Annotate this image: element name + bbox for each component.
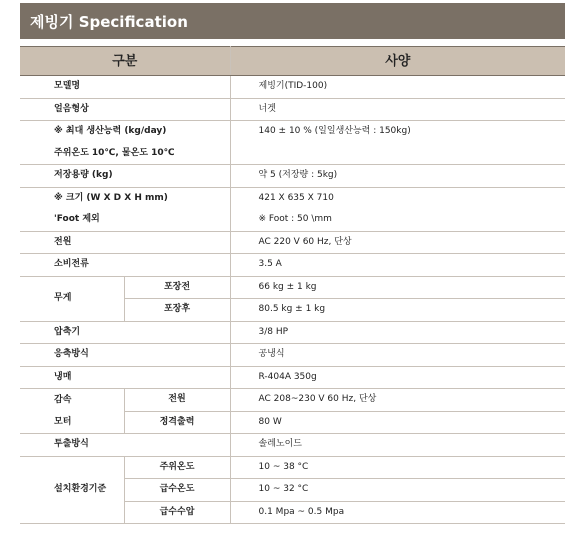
- row-label: 무게: [20, 276, 124, 321]
- table-row: [20, 276, 565, 299]
- header-spec: 사양: [230, 47, 565, 76]
- table-header-row: [20, 47, 565, 76]
- table-row: [20, 187, 565, 209]
- table-row: [20, 254, 565, 277]
- table-row: [20, 411, 565, 434]
- row-label: 응축방식: [20, 344, 230, 367]
- row-value: 너겟: [230, 98, 565, 121]
- row-value-sub: ※ Foot : 50 \mm: [230, 209, 565, 231]
- row-value: 140 ± 10 % (일일생산능력 : 150kg): [230, 121, 565, 165]
- row-value: 3.5 A: [230, 254, 565, 277]
- table-row: [20, 98, 565, 121]
- row-label: 감속: [20, 389, 124, 412]
- spec-table: [20, 46, 565, 524]
- row-sublabel: 급수수압: [124, 501, 230, 524]
- row-value: 0.1 Mpa ~ 0.5 Mpa: [230, 501, 565, 524]
- row-sublabel: 정격출력: [124, 411, 230, 434]
- row-value: 제빙기(TID-100): [230, 76, 565, 99]
- row-sublabel: 전원: [124, 389, 230, 412]
- row-label: 저장용량 (kg): [20, 165, 230, 188]
- row-sublabel: 포장후: [124, 299, 230, 322]
- row-label-sub: 주위온도 10℃, 물온도 10℃: [20, 143, 230, 165]
- row-value: 80 W: [230, 411, 565, 434]
- row-value: 약 5 (저장량 : 5kg): [230, 165, 565, 188]
- row-value: AC 208~230 V 60 Hz, 단상: [230, 389, 565, 412]
- row-label: 모델명: [20, 76, 230, 99]
- table-row: [20, 76, 565, 99]
- row-label: 전원: [20, 231, 230, 254]
- table-row: [20, 165, 565, 188]
- row-label-sub: 'Foot 제외: [20, 209, 230, 231]
- row-label: 압축기: [20, 321, 230, 344]
- row-label: 소비전류: [20, 254, 230, 277]
- row-label: 투출방식: [20, 434, 230, 457]
- table-row: [20, 121, 565, 143]
- row-label: 설치환경기준: [20, 456, 124, 524]
- row-value: 공냉식: [230, 344, 565, 367]
- row-label: 냉매: [20, 366, 230, 389]
- row-label: 모터: [20, 411, 124, 434]
- row-value: 10 ~ 32 °C: [230, 479, 565, 502]
- row-label: ※ 크기 (W X D X H mm): [20, 187, 230, 209]
- row-value: AC 220 V 60 Hz, 단상: [230, 231, 565, 254]
- table-row: [20, 231, 565, 254]
- row-value: 솔레노이드: [230, 434, 565, 457]
- row-value: 80.5 kg ± 1 kg: [230, 299, 565, 322]
- table-row: [20, 456, 565, 479]
- row-label: 얼음형상: [20, 98, 230, 121]
- table-row: [20, 366, 565, 389]
- row-value: 10 ~ 38 °C: [230, 456, 565, 479]
- row-sublabel: 주위온도: [124, 456, 230, 479]
- row-sublabel: 포장전: [124, 276, 230, 299]
- header-category: 구분: [20, 47, 230, 76]
- row-value: R-404A 350g: [230, 366, 565, 389]
- row-value: 66 kg ± 1 kg: [230, 276, 565, 299]
- row-value: 3/8 HP: [230, 321, 565, 344]
- row-sublabel: 급수온도: [124, 479, 230, 502]
- table-row: [20, 344, 565, 367]
- table-row: [20, 321, 565, 344]
- table-row: [20, 209, 565, 231]
- row-value: 421 X 635 X 710: [230, 187, 565, 209]
- table-row: [20, 434, 565, 457]
- page-title: 제빙기 Specification: [20, 3, 565, 39]
- table-row: [20, 389, 565, 412]
- row-label: ※ 최대 생산능력 (kg/day): [20, 121, 230, 143]
